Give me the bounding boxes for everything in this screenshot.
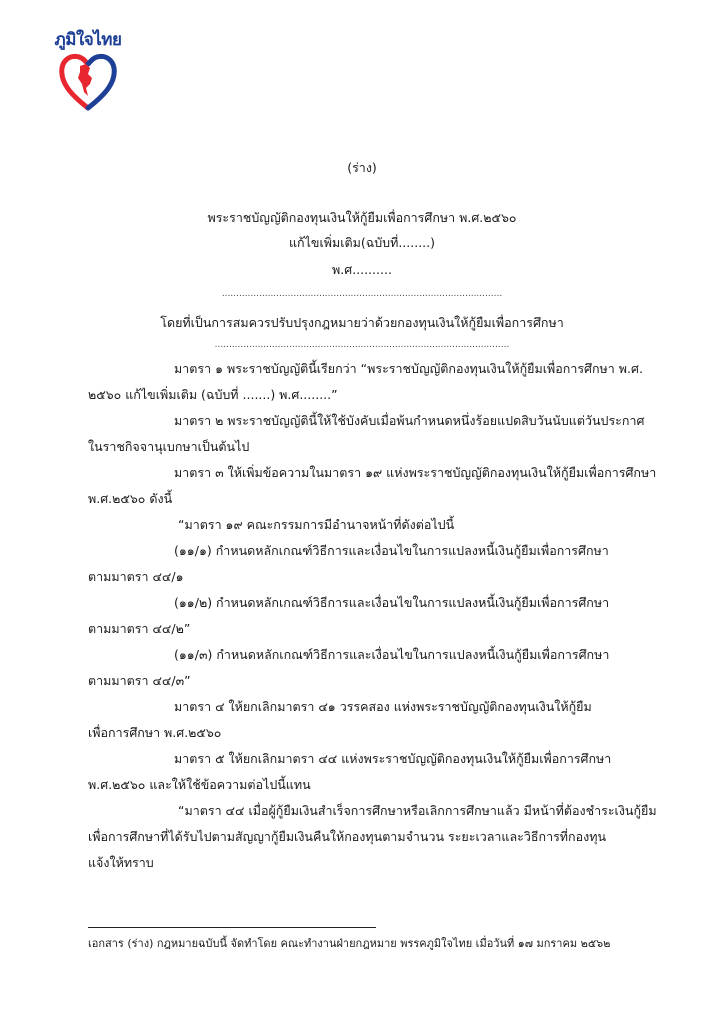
body-line: มาตรา ๕ ให้ยกเลิกมาตรา ๔๔ แห่งพระราชบัญญัติกองทุนเงินให้กู้ยืมเพื่อการศึกษา: [174, 751, 612, 766]
body-line: มาตรา ๔ ให้ยกเลิกมาตรา ๔๑ วรรคสอง แห่งพระราชบัญญัติกองทุนเงินให้กู้ยืม: [174, 699, 592, 714]
body-line: ตามมาตรา ๔๔/๑: [88, 569, 184, 584]
heart-map-icon: [58, 50, 118, 112]
body-line: (๑๑/๑) กำหนดหลักเกณฑ์วิธีการและเงื่อนไขในการแปลงหนี้เงินกู้ยืมเพื่อการศึกษา: [174, 543, 609, 558]
title-line-1: พระราชบัญญัติกองทุนเงินให้กู้ยืมเพื่อการศึกษา พ.ศ.๒๕๖๐: [207, 210, 517, 225]
body-line: พ.ศ.๒๕๖๐ และให้ใช้ข้อความต่อไปนี้แทน: [88, 777, 311, 792]
body-line: “มาตรา ๔๔ เมื่อผู้กู้ยืมเงินสำเร็จการศึกษาหรือเลิกการศึกษาแล้ว มีหน้าที่ต้องชำระเงินกู้ยืม: [178, 803, 657, 818]
draft-label: (ร่าง): [347, 160, 377, 175]
body-line: พ.ศ.๒๕๖๐ ดังนี้: [88, 491, 173, 506]
body-line: มาตรา ๑ พระราชบัญญัตินี้เรียกว่า “พระราชบัญญัติกองทุนเงินให้กู้ยืมเพื่อการศึกษา พ.ศ.: [174, 361, 643, 376]
party-logo: [52, 26, 124, 114]
body-line: แจ้งให้ทราบ: [88, 855, 154, 870]
body-line: ตามมาตรา ๔๔/๓”: [88, 673, 191, 688]
body-line: ตามมาตรา ๔๔/๒”: [88, 621, 191, 636]
body-line: (๑๑/๒) กำหนดหลักเกณฑ์วิธีการและเงื่อนไขในการแปลงหนี้เงินกู้ยืมเพื่อการศึกษา: [174, 595, 610, 610]
dots-separator-1: ..................................................................................................: [221, 289, 503, 299]
body-line: มาตรา ๓ ให้เพิ่มข้อความในมาตรา ๑๙ แห่งพระราชบัญญัติกองทุนเงินให้กู้ยืมเพื่อการศึกษา: [174, 465, 657, 480]
body-line: ในราชกิจจานุเบกษาเป็นต้นไป: [88, 439, 250, 454]
body-line: “มาตรา ๑๙ คณะกรรมการมีอำนาจหน้าที่ดังต่อไปนี้: [178, 517, 455, 532]
body-line: มาตรา ๒ พระราชบัญญัตินี้ให้ใช้บังคับเมื่อพ้นกำหนดหนึ่งร้อยแปดสิบวันนับแต่วันประกาศ: [174, 413, 645, 428]
footnote-divider: [88, 927, 376, 928]
body-line: (๑๑/๓) กำหนดหลักเกณฑ์วิธีการและเงื่อนไขในการแปลงหนี้เงินกู้ยืมเพื่อการศึกษา: [174, 647, 610, 662]
body-line: ๒๕๖๐ แก้ไขเพิ่มเติม (ฉบับที่ .......) พ.ศ........”: [88, 387, 338, 402]
body-line: เพื่อการศึกษาที่ได้รับไปตามสัญญากู้ยืมเงินคืนให้กองทุนตามจำนวน ระยะเวลาและวิธีการที่กองทุน: [88, 829, 607, 844]
body-line: เพื่อการศึกษา พ.ศ.๒๕๖๐: [88, 725, 222, 740]
title-line-3: พ.ศ..........: [332, 262, 392, 277]
logo-text: ภูมิใจไทย: [54, 30, 122, 50]
title-line-2: แก้ไขเพิ่มเติม(ฉบับที่........): [288, 235, 435, 250]
dots-separator-2: .......................................................................................................: [214, 340, 510, 350]
footnote: เอกสาร (ร่าง) กฎหมายฉบับนี้ จัดทำโดย คณะทำงานฝ่ายกฎหมาย พรรคภูมิใจไทย เมื่อวันที่ ๑๗ มกราคม ๒๕๖๒: [88, 937, 611, 950]
preamble: โดยที่เป็นการสมควรปรับปรุงกฎหมายว่าด้วยกองทุนเงินให้กู้ยืมเพื่อการศึกษา: [160, 315, 564, 330]
